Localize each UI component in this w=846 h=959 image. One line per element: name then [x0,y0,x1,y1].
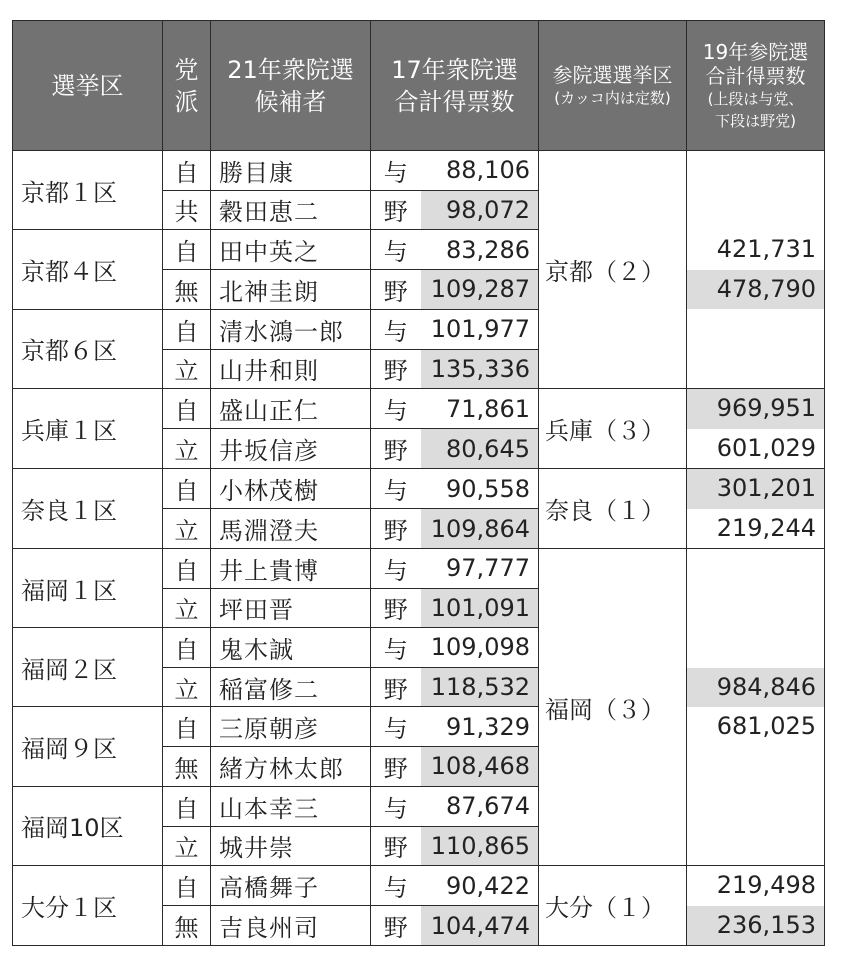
district-name: 兵庫１区 [13,389,163,469]
side-cell: 野 [371,270,421,310]
votes17-cell: 135,336 [421,349,539,389]
header-votes19 [687,21,825,151]
header-ward [539,21,687,151]
party-cell: 自 [163,389,211,429]
candidate-cell: 稲富修二 [211,667,371,707]
side-cell: 野 [371,747,421,787]
votes19-value: 301,201 [687,469,824,509]
side-cell: 野 [371,190,421,230]
votes19-value: 601,029 [716,433,816,462]
candidate-cell: 小林茂樹 [211,469,371,509]
votes19-value: 219,244 [716,513,816,542]
header-votes17-line1: 17年衆院選 [391,55,518,84]
votes19-cell [687,549,825,866]
candidate-cell: 吉良州司 [211,906,371,946]
district-name: 福岡２区 [13,628,163,707]
ward-name: 福岡（３） [539,549,687,866]
votes19-value [687,786,824,826]
district-name: 福岡10区 [13,786,163,865]
votes17-cell: 118,532 [421,667,539,707]
party-cell: 立 [163,588,211,628]
party-cell: 自 [163,628,211,668]
candidate-cell: 盛山正仁 [211,389,371,429]
votes17-cell: 87,674 [421,786,539,826]
votes19-cell [687,151,825,389]
candidate-cell: 馬淵澄夫 [211,509,371,549]
side-cell: 与 [371,707,421,747]
side-cell: 与 [371,309,421,349]
candidate-cell: 城井崇 [211,826,371,866]
votes17-cell: 91,329 [421,707,539,747]
side-cell: 与 [371,151,421,191]
votes17-cell: 83,286 [421,230,539,270]
district-name: 福岡１区 [13,549,163,628]
side-cell: 野 [371,429,421,469]
header-votes19-line2: 合計得票数 [705,63,806,88]
candidate-cell: 井坂信彦 [211,429,371,469]
table-row [13,389,825,429]
votes17-cell: 88,106 [421,151,539,191]
table-row [13,151,825,191]
party-cell: 自 [163,151,211,191]
votes19-value [687,589,824,629]
table-row [13,469,825,509]
votes17-cell: 101,091 [421,588,539,628]
header-party-line2: 派 [174,87,199,116]
party-cell: 無 [163,747,211,787]
header-candidate-line1: 21年衆院選 [227,55,354,84]
district-name: 福岡９区 [13,707,163,786]
votes19-value [687,191,824,231]
votes19-value: 219,498 [716,871,816,899]
party-cell: 自 [163,469,211,509]
header-district [13,21,163,151]
party-cell: 自 [163,230,211,270]
votes17-cell: 71,861 [421,389,539,429]
side-cell: 与 [371,628,421,668]
header-votes17-line2: 合計得票数 [394,87,515,116]
party-cell: 自 [163,866,211,906]
votes17-cell: 104,474 [421,906,539,946]
votes17-cell: 110,865 [421,826,539,866]
table-row [13,549,825,589]
votes19-value: 681,025 [716,712,816,740]
party-cell: 立 [163,349,211,389]
side-cell: 野 [371,826,421,866]
header-candidate-line2: 候補者 [254,87,327,116]
party-cell: 立 [163,429,211,469]
side-cell: 野 [371,509,421,549]
votes19-value: 984,846 [687,668,824,708]
party-cell: 共 [163,190,211,230]
results-table-container [12,20,825,946]
party-cell: 自 [163,549,211,589]
candidate-cell: 北神圭朗 [211,270,371,310]
party-cell: 自 [163,707,211,747]
candidate-cell: 田中英之 [211,230,371,270]
ward-name: 大分（１） [539,866,687,946]
votes19-value: 969,951 [687,389,824,429]
candidate-cell: 山井和則 [211,349,371,389]
votes19-value [687,309,824,349]
side-cell: 与 [371,786,421,826]
district-name: 京都１区 [13,151,163,230]
header-row [13,21,825,151]
votes17-cell: 90,558 [421,469,539,509]
votes19-value [687,549,824,589]
side-cell: 与 [371,469,421,509]
votes19-cell [687,389,825,469]
ward-name: 奈良（１） [539,469,687,549]
votes17-cell: 109,287 [421,270,539,310]
candidate-cell: 山本幸三 [211,786,371,826]
party-cell: 立 [163,826,211,866]
header-district-text: 選挙区 [51,71,124,100]
candidate-cell: 穀田恵二 [211,190,371,230]
votes17-cell: 97,777 [421,549,539,589]
candidate-cell: 三原朝彦 [211,707,371,747]
votes17-cell: 98,072 [421,190,539,230]
side-cell: 野 [371,667,421,707]
votes19-cell [687,469,825,549]
results-body [13,151,825,946]
header-party [163,21,211,151]
votes19-value [687,747,824,787]
header-candidate [211,21,371,151]
candidate-cell: 鬼木誠 [211,628,371,668]
election-results-table [12,20,825,946]
side-cell: 野 [371,588,421,628]
side-cell: 与 [371,549,421,589]
side-cell: 与 [371,866,421,906]
candidate-cell: 坪田晋 [211,588,371,628]
votes19-value: 478,790 [687,270,824,310]
votes17-cell: 101,977 [421,309,539,349]
header-party-line1: 党 [174,55,199,84]
table-row [13,866,825,906]
candidate-cell: 高橋舞子 [211,866,371,906]
votes19-value [687,151,824,191]
party-cell: 立 [163,667,211,707]
votes19-value: 421,731 [716,235,816,263]
party-cell: 自 [163,309,211,349]
side-cell: 与 [371,389,421,429]
candidate-cell: 井上貴博 [211,549,371,589]
ward-name: 兵庫（３） [539,389,687,469]
side-cell: 与 [371,230,421,270]
side-cell: 野 [371,349,421,389]
party-cell: 無 [163,906,211,946]
header-ward-line2: (カッコ内は定数) [554,88,671,107]
header-votes19-line3: (上段は与党、 [707,89,804,108]
party-cell: 自 [163,786,211,826]
header-votes17 [371,21,539,151]
party-cell: 立 [163,509,211,549]
votes19-cell [687,866,825,946]
ward-name: 京都（２） [539,151,687,389]
district-name: 京都６区 [13,309,163,389]
district-name: 奈良１区 [13,469,163,549]
header-votes19-line4: 下段は野党) [715,111,796,130]
votes17-cell: 108,468 [421,747,539,787]
votes17-cell: 109,098 [421,628,539,668]
votes19-value [687,826,824,866]
header-ward-line1: 参院選選挙区 [552,62,673,87]
votes17-cell: 80,645 [421,429,539,469]
district-name: 大分１区 [13,866,163,946]
votes17-cell: 109,864 [421,509,539,549]
votes17-cell: 90,422 [421,866,539,906]
side-cell: 野 [371,906,421,946]
candidate-cell: 清水鴻一郎 [211,309,371,349]
party-cell: 無 [163,270,211,310]
header-votes19-line1: 19年参院選 [702,39,809,64]
votes19-value: 236,153 [687,906,824,946]
candidate-cell: 勝目康 [211,151,371,191]
candidate-cell: 緒方林太郎 [211,747,371,787]
district-name: 京都４区 [13,230,163,310]
votes19-value [687,628,824,668]
votes19-value [687,349,824,389]
